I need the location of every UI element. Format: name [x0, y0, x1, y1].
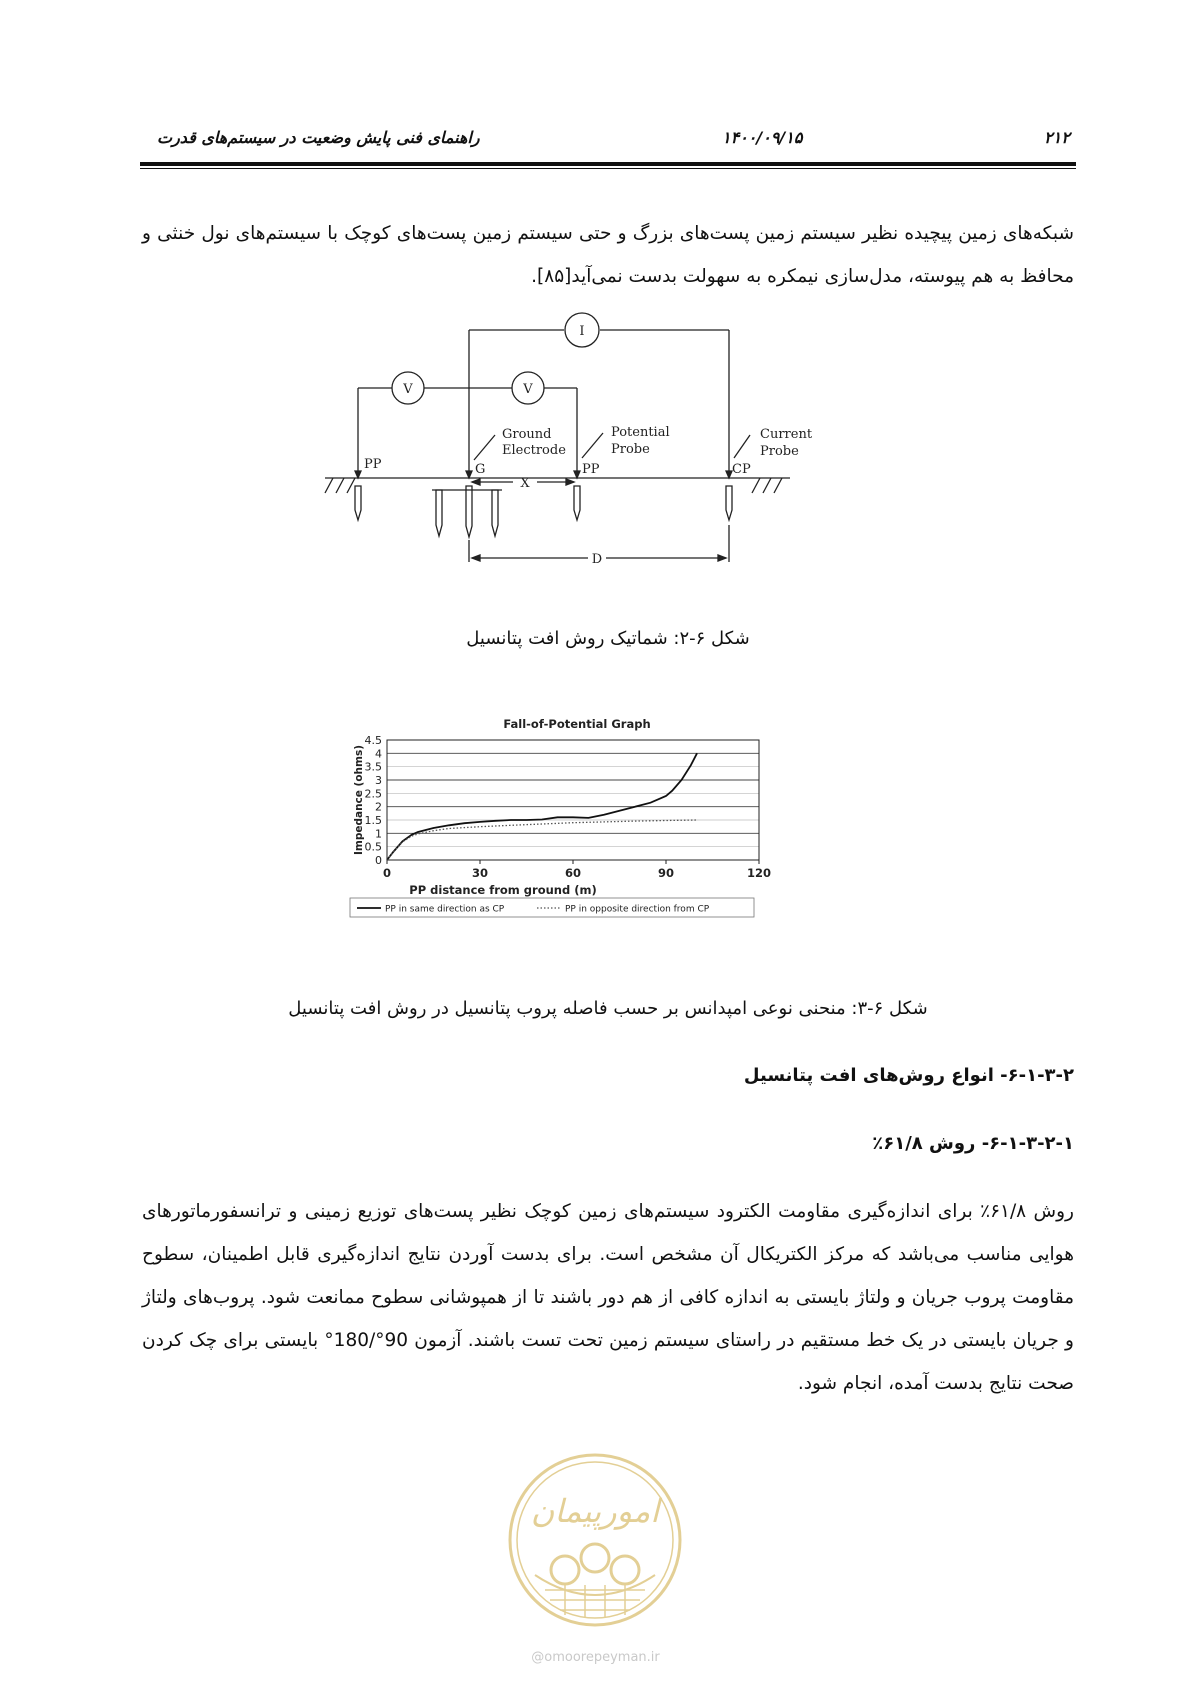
fall-of-potential-schematic — [320, 324, 813, 590]
d-dimension-label: D — [591, 552, 603, 567]
g-label: G — [475, 462, 486, 477]
y-tick-label: 2 — [375, 800, 382, 814]
header-rule-thin — [140, 168, 1076, 169]
y-tick-label: 3 — [375, 774, 382, 787]
x-tick-label: 120 — [746, 866, 772, 880]
voltmeter-mid-label: V — [523, 382, 533, 397]
potential-probe-label-2: Probe — [611, 442, 650, 457]
section-heading: ۶-۱-۳-۲- انواع روش‌های افت پتانسیل — [743, 1065, 1074, 1086]
x-tick-label: 30 — [471, 866, 489, 880]
header-rule-thick — [140, 162, 1076, 166]
watermark-text: امورپیمان — [530, 1492, 660, 1530]
y-tick-label: 0 — [375, 854, 382, 867]
y-tick-label: 0.5 — [364, 840, 382, 854]
plot-area — [387, 740, 759, 860]
ground-electrode-label-2: Electrode — [502, 443, 566, 458]
body-paragraph: روش ۶۱/۸٪ برای اندازه‌گیری مقاومت الکترود سیستم‌های زمین کوچک نظیر پست‌های توزیع زمینی و ترانسفورماتورهای هوایی مناسب می‌باشد که مرکز الکتریکال آن مشخص است. برای بدست آوردن نتایج اندازه‌گیری قابل اطمینان، سطوح مقاومت پروب جریان و ولتاژ بایستی به اندازه کافی از هم دور باشند تا از همپوشانی سطوح ممانعت شود. پروب‌های ولتاژ و جریان بایستی در یک خط مستقیم در راستای سیستم زمین تحت تست باشند. آزمون 90°/180° بایستی برای چک کردن صحت نتایج بدست آمده، انجام شود. — [142, 1201, 1074, 1394]
header-date: ۱۴۰۰/۰۹/۱۵ — [722, 128, 803, 147]
intro-paragraph: شبکه‌های زمین پیچیده نظیر سیستم زمین پست‌های بزرگ و حتی سیستم زمین پست‌های کوچک با سیستم‌های نول خنثی و محافظ به هم پیوسته، مدل‌سازی نیمکره به سهولت بدست نمی‌آید[۸۵]. — [142, 223, 1074, 287]
fall-of-potential-chart — [355, 712, 815, 982]
ground-electrode-label-1: Ground — [502, 427, 552, 442]
page-number: ۲۱۲ — [1044, 128, 1070, 147]
y-tick-label: 4 — [375, 747, 382, 761]
y-axis-label: Impedance (ohms) — [353, 744, 365, 856]
x-tick-label: 60 — [564, 866, 582, 880]
header-title: راهنمای فنی پایش وضعیت در سیستم‌های قدرت — [157, 128, 480, 147]
y-tick-label: 2.5 — [364, 787, 382, 801]
potential-probe-label-1: Potential — [611, 425, 670, 440]
figure2-caption: شکل ۶-۳: منحنی نوعی امپدانس بر حسب فاصله پروب پتانسیل در روش افت پتانسیل — [288, 998, 928, 1019]
series-opposite-direction-line — [387, 820, 697, 860]
x-axis-label: PP distance from ground (m) — [409, 883, 597, 897]
x-tick-label: 90 — [657, 866, 675, 880]
cp-label: CP — [732, 462, 751, 477]
chart-title: Fall-of-Potential Graph — [503, 717, 651, 731]
pp-left-label: PP — [364, 457, 382, 472]
x-dimension-label: X — [520, 476, 530, 491]
current-meter-label: I — [579, 324, 585, 339]
pp-mid-label: PP — [582, 462, 600, 477]
y-tick-label: 3.5 — [364, 760, 382, 774]
figure1-caption: شکل ۶-۲: شماتیک روش افت پتانسیل — [466, 628, 750, 649]
current-probe-label-1: Current — [760, 427, 813, 442]
watermark-url: @omoorepeyman.ir — [531, 1650, 660, 1665]
subsection-heading: ۶-۱-۳-۲-۱- روش ۶۱/۸٪ — [872, 1133, 1074, 1154]
x-tick-label: 0 — [382, 866, 392, 880]
voltmeter-left-label: V — [403, 382, 413, 397]
y-tick-label: 1 — [375, 827, 382, 841]
y-tick-label: 1.5 — [364, 814, 382, 827]
legend-label: PP in opposite direction from CP — [565, 904, 710, 915]
watermark-seal — [505, 1450, 685, 1630]
legend-label: PP in same direction as CP — [385, 904, 505, 915]
current-probe-label-2: Probe — [760, 444, 799, 459]
y-tick-label: 4.5 — [364, 734, 382, 747]
